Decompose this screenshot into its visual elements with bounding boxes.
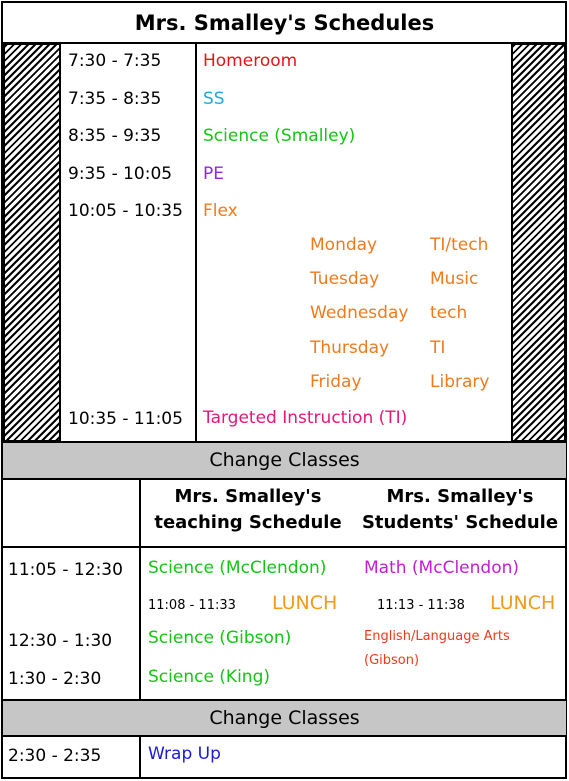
students-lunch-time: 11:13 - 11:38 xyxy=(377,598,465,613)
morning-subject-1: SS xyxy=(203,89,225,109)
left-hatch-panel xyxy=(3,43,61,442)
header-bottom-line xyxy=(1,546,567,548)
flex-activity-tuesday: Music xyxy=(430,269,479,289)
morning-time-2: 8:35 - 9:35 xyxy=(68,126,162,146)
flex-day-tuesday: Tuesday xyxy=(310,269,380,289)
students-row2-line2: (Gibson) xyxy=(364,653,420,668)
morning-column-divider xyxy=(195,43,197,442)
afternoon-time-1: 11:05 - 12:30 xyxy=(8,560,123,580)
morning-subject-3: PE xyxy=(203,164,224,184)
flex-activity-friday: Library xyxy=(430,372,490,392)
morning-subject-4: Flex xyxy=(203,201,238,221)
teaching-row1-subject: Science (McClendon) xyxy=(148,558,327,578)
change-classes-label-2: Change Classes xyxy=(209,707,360,729)
students-lunch-label: LUNCH xyxy=(490,592,556,614)
flex-activity-wednesday: tech xyxy=(430,303,468,323)
right-hatch-panel xyxy=(511,43,566,442)
flex-day-monday: Monday xyxy=(310,235,378,255)
teaching-row2-subject: Science (Gibson) xyxy=(148,628,292,648)
title-divider xyxy=(1,42,567,44)
targeted-subject: Targeted Instruction (TI) xyxy=(203,408,408,428)
flex-day-thursday: Thursday xyxy=(310,338,390,358)
morning-time-1: 7:35 - 8:35 xyxy=(68,89,162,109)
morning-subject-2: Science (Smalley) xyxy=(203,126,356,146)
teaching-row3-subject: Science (King) xyxy=(148,667,271,687)
change-classes-label-1: Change Classes xyxy=(209,449,360,471)
flex-day-friday: Friday xyxy=(310,372,362,392)
band2-bottom-line xyxy=(1,735,567,737)
teaching-lunch-time: 11:08 - 11:33 xyxy=(148,598,236,613)
afternoon-time-3: 1:30 - 2:30 xyxy=(8,669,102,689)
wrap-subject: Wrap Up xyxy=(148,744,221,764)
morning-time-4: 10:05 - 10:35 xyxy=(68,201,183,221)
afternoon-time-2: 12:30 - 1:30 xyxy=(8,631,113,651)
teaching-schedule-header: Mrs. Smalley's teaching Schedule xyxy=(154,486,342,533)
students-row1-subject: Math (McClendon) xyxy=(364,558,520,578)
teaching-lunch-label: LUNCH xyxy=(272,592,338,614)
targeted-time: 10:35 - 11:05 xyxy=(68,409,183,429)
flex-day-wednesday: Wednesday xyxy=(310,303,409,323)
flex-activity-thursday: TI xyxy=(430,338,446,358)
wrap-time: 2:30 - 2:35 xyxy=(8,746,102,766)
afternoon-column-divider xyxy=(139,480,141,699)
morning-subject-0: Homeroom xyxy=(203,51,298,71)
page-title: Mrs. Smalley's Schedules xyxy=(134,11,435,35)
morning-time-3: 9:35 - 10:05 xyxy=(68,164,173,184)
students-row2-line1: English/Language Arts xyxy=(364,629,510,644)
students-schedule-header: Mrs. Smalley's Students' Schedule xyxy=(361,486,559,533)
band1-bottom-line xyxy=(1,478,567,480)
flex-activity-monday: TI/tech xyxy=(430,235,489,255)
morning-time-0: 7:30 - 7:35 xyxy=(68,51,162,71)
wrap-column-divider xyxy=(139,737,141,778)
